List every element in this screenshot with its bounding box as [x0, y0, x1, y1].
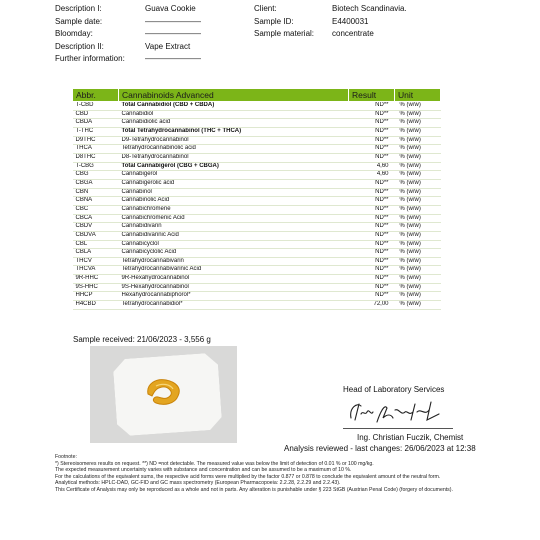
cell-name: Tetrahydrocannabivarinic Acid: [119, 266, 349, 275]
cell-result: ND**: [349, 145, 395, 154]
cell-unit: % (w/w): [395, 223, 441, 232]
sample-photo: [90, 346, 237, 443]
header-unit: Unit: [395, 89, 441, 102]
header-cannabinoids: Cannabinoids Advanced: [119, 89, 349, 102]
cell-abbr: T-CBD: [73, 102, 119, 111]
cell-unit: % (w/w): [395, 119, 441, 128]
cell-name: Tetrahydrocannabidiol*: [119, 301, 349, 310]
cell-name: Total Cannabigerol (CBG + CBGA): [119, 162, 349, 171]
table-row: [73, 223, 441, 232]
cell-result: ND**: [349, 223, 395, 232]
info-key: Further information:: [55, 54, 125, 64]
cell-result: ND**: [349, 214, 395, 223]
lab-head-title: Head of Laboratory Services: [343, 385, 445, 394]
info-key: Sample ID:: [254, 16, 294, 26]
cell-result: ND**: [349, 240, 395, 249]
cell-result: ND**: [349, 102, 395, 111]
cell-unit: % (w/w): [395, 162, 441, 171]
cell-unit: % (w/w): [395, 231, 441, 240]
cell-unit: % (w/w): [395, 266, 441, 275]
cell-abbr: CBNA: [73, 197, 119, 206]
chemist-name: Ing. Christian Fuczik, Chemist: [357, 433, 464, 442]
cell-name: Cannabicyclolic Acid: [119, 249, 349, 258]
table-row: [73, 240, 441, 249]
table-row: [73, 275, 441, 284]
cell-abbr: THCVA: [73, 266, 119, 275]
cell-name: 9R-Hexahydrocannabinol: [119, 275, 349, 284]
cell-unit: % (w/w): [395, 214, 441, 223]
cell-result: 4,60: [349, 171, 395, 180]
table-header-row: [73, 89, 441, 102]
info-row: [55, 16, 201, 29]
info-row: [254, 16, 407, 29]
cell-result: ND**: [349, 275, 395, 284]
table-row: [73, 162, 441, 171]
info-row: [254, 3, 407, 16]
info-row: [55, 41, 201, 54]
cell-result: ND**: [349, 179, 395, 188]
table-row: [73, 292, 441, 301]
cell-unit: % (w/w): [395, 136, 441, 145]
cell-abbr: D8THC: [73, 153, 119, 162]
cell-result: ND**: [349, 153, 395, 162]
info-row: [55, 3, 201, 16]
cell-result: ND**: [349, 257, 395, 266]
cell-unit: % (w/w): [395, 283, 441, 292]
cell-abbr: CBDA: [73, 119, 119, 128]
cell-result: ND**: [349, 249, 395, 258]
table-row: [73, 205, 441, 214]
cell-name: Cannabidiolic acid: [119, 119, 349, 128]
table-row: [73, 102, 441, 111]
cell-name: Cannabigerolic acid: [119, 179, 349, 188]
signature-line: [343, 428, 453, 429]
cell-unit: % (w/w): [395, 240, 441, 249]
info-value: Vape Extract: [145, 41, 191, 51]
footnote-title: Footnote:: [55, 454, 77, 460]
cell-unit: % (w/w): [395, 257, 441, 266]
table-row: [73, 136, 441, 145]
cell-name: Cannabicyclol: [119, 240, 349, 249]
table-row: [73, 214, 441, 223]
cell-name: Total Tetrahydrocannabinol (THC + THCA): [119, 127, 349, 136]
cell-result: ND**: [349, 197, 395, 206]
table-row: [73, 188, 441, 197]
footnote-line: For the calculations of the equivalent sums, the respective acid forms were multiplied by the factor 0.877 or 0.878 to conclude the equivalent amount of the neutral form.: [55, 473, 441, 480]
table-row: [73, 197, 441, 206]
info-value: ———————: [145, 54, 201, 64]
cell-abbr: T-CBG: [73, 162, 119, 171]
cell-abbr: T-THC: [73, 127, 119, 136]
cell-result: 72,00: [349, 301, 395, 310]
cell-result: ND**: [349, 136, 395, 145]
cell-abbr: 9S-HHC: [73, 283, 119, 292]
sample-received: Sample received: 21/06/2023 - 3,556 g: [73, 335, 211, 344]
info-key: Sample material:: [254, 29, 315, 39]
info-key: Client:: [254, 4, 277, 13]
footnote-line: *) Stereoisomeres results on request. **) ND =not detectable. The measured value was below the limit of detection of 0.01 % or 100 mg/kg.: [55, 460, 374, 467]
table-row: [73, 119, 441, 128]
info-value: ———————: [145, 29, 201, 39]
footnote-line: This Certificate of Analysis may only be reproduced as a whole and not in parts. Any alteration is punishable under § 223 StGB (Austrian Penal Code) (forgery of documents).: [55, 486, 453, 493]
cell-abbr: H4CBD: [73, 301, 119, 310]
cell-abbr: 9R-HHC: [73, 275, 119, 284]
footnote: [55, 454, 495, 494]
info-key: Description I:: [55, 4, 102, 13]
cell-abbr: CBN: [73, 188, 119, 197]
cell-result: ND**: [349, 283, 395, 292]
cell-name: Hexahydrocannabiphorol*: [119, 292, 349, 301]
info-value: E4400031: [332, 16, 369, 26]
cell-unit: % (w/w): [395, 197, 441, 206]
sample-info-left: [55, 3, 201, 66]
info-key: Bloomday:: [55, 29, 93, 39]
cell-unit: % (w/w): [395, 275, 441, 284]
cell-name: Total Cannabidiol (CBD + CBDA): [119, 102, 349, 111]
cell-name: Tetrahydrocannabivarin: [119, 257, 349, 266]
cell-result: ND**: [349, 127, 395, 136]
info-row: [55, 53, 201, 66]
cell-name: Cannabinol: [119, 188, 349, 197]
cell-name: D8-Tetrahydrocannabinol: [119, 153, 349, 162]
cell-name: 9S-Hexahydrocannabinol: [119, 283, 349, 292]
cell-name: Cannabichromenic Acid: [119, 214, 349, 223]
table-row: [73, 249, 441, 258]
table-row: [73, 301, 441, 310]
info-key: Description II:: [55, 41, 104, 51]
cell-unit: % (w/w): [395, 171, 441, 180]
table-row: [73, 110, 441, 119]
footnote-line: Analytical methods: HPLC-DAD, GC-FID and GC mass spectrometry (European Pharmacopoeia: 2.2.28, 2.2.29 and 2.2.43).: [55, 480, 341, 487]
handwritten-signature: [343, 396, 443, 426]
cell-abbr: CBG: [73, 171, 119, 180]
cell-abbr: CBDV: [73, 223, 119, 232]
cell-abbr: THCA: [73, 145, 119, 154]
cell-name: Cannabidiol: [119, 110, 349, 119]
table-row: [73, 127, 441, 136]
info-value: Biotech Scandinavia.: [332, 4, 407, 13]
cell-name: Cannabinolic Acid: [119, 197, 349, 206]
cell-abbr: HHCP: [73, 292, 119, 301]
extract-sample-icon: [142, 374, 186, 410]
cell-name: Tetrahydrocannabinolic acid: [119, 145, 349, 154]
table-row: [73, 145, 441, 154]
cell-abbr: THCV: [73, 257, 119, 266]
cannabinoids-table: [72, 88, 441, 310]
cell-abbr: CBCA: [73, 214, 119, 223]
cell-abbr: CBGA: [73, 179, 119, 188]
cell-abbr: CBLA: [73, 249, 119, 258]
header-abbr: Abbr.: [73, 89, 119, 102]
table-row: [73, 171, 441, 180]
cell-abbr: CBL: [73, 240, 119, 249]
header-result: Result: [349, 89, 395, 102]
table-row: [73, 257, 441, 266]
cell-name: Cannabichromene: [119, 205, 349, 214]
cell-name: Cannabidivarinic Acid: [119, 231, 349, 240]
cell-result: ND**: [349, 231, 395, 240]
cell-unit: % (w/w): [395, 249, 441, 258]
cell-result: ND**: [349, 188, 395, 197]
cell-result: ND**: [349, 119, 395, 128]
cell-unit: % (w/w): [395, 102, 441, 111]
cell-result: ND**: [349, 292, 395, 301]
cell-unit: % (w/w): [395, 292, 441, 301]
info-row: [254, 28, 407, 41]
cell-result: ND**: [349, 205, 395, 214]
cell-abbr: D9THC: [73, 136, 119, 145]
cell-unit: % (w/w): [395, 127, 441, 136]
info-row: [55, 28, 201, 41]
cell-name: Cannabidivarin: [119, 223, 349, 232]
cell-unit: % (w/w): [395, 205, 441, 214]
cell-result: ND**: [349, 110, 395, 119]
cell-result: ND**: [349, 266, 395, 275]
cell-result: 4,60: [349, 162, 395, 171]
table-row: [73, 179, 441, 188]
cell-unit: % (w/w): [395, 188, 441, 197]
cell-abbr: CBC: [73, 205, 119, 214]
cell-name: Cannabigerol: [119, 171, 349, 180]
table-row: [73, 231, 441, 240]
cell-unit: % (w/w): [395, 153, 441, 162]
footnote-line: The expected measurement uncertainty varies with substance and concentration and can be assumed to be a maximum of 10 %.: [55, 467, 352, 474]
info-value: concentrate: [332, 29, 374, 39]
info-value: Guava Cookie: [145, 4, 196, 13]
cell-unit: % (w/w): [395, 179, 441, 188]
info-key: Sample date:: [55, 16, 103, 26]
cell-abbr: CBD: [73, 110, 119, 119]
cell-name: D9-Tetrahydrocannabinol: [119, 136, 349, 145]
cell-unit: % (w/w): [395, 145, 441, 154]
cell-abbr: CBDVA: [73, 231, 119, 240]
cell-unit: % (w/w): [395, 301, 441, 310]
info-value: ———————: [145, 16, 201, 26]
analysis-reviewed: Analysis reviewed - last changes: 26/06/2023 at 12:38: [284, 444, 476, 453]
table-row: [73, 266, 441, 275]
sample-info-right: [254, 3, 407, 41]
table-row: [73, 283, 441, 292]
cell-unit: % (w/w): [395, 110, 441, 119]
table-row: [73, 153, 441, 162]
